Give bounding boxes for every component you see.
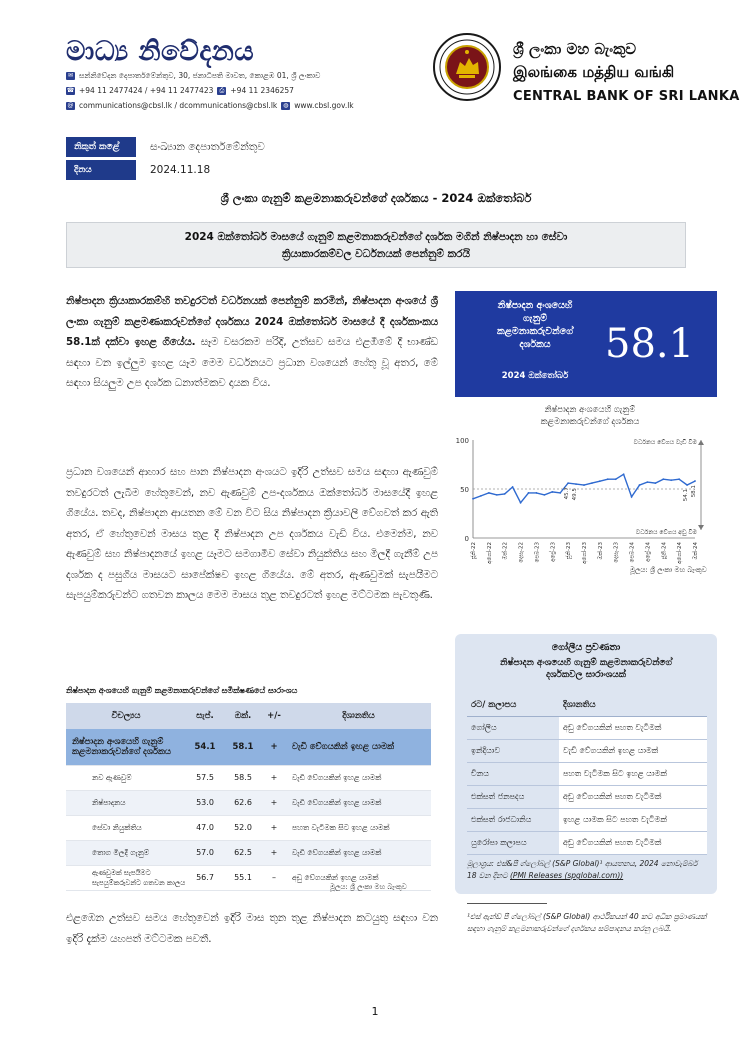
press-release-title: මාධ්‍ය නිවේදනය <box>66 36 255 67</box>
data-point <box>631 496 633 498</box>
upper-note: වර්ධනය වේගය වැඩි වීම <box>633 439 697 446</box>
col-sep: සැප්. <box>186 703 224 729</box>
date-row <box>66 160 686 180</box>
row-sep: 57.0 <box>186 840 224 865</box>
global-row-usa <box>467 785 707 808</box>
data-point <box>551 491 553 493</box>
lower-note: වර්ධනය වේගය අඩු වීම <box>635 529 697 536</box>
row-sep: 56.7 <box>186 865 224 890</box>
chart-source: මූලය: ශ්‍රී ලංකා මහ බැංකුව <box>630 566 707 574</box>
x-tick-label: අප්‍රේ-23 <box>550 542 557 562</box>
data-label: 54.1 <box>683 488 690 502</box>
global-trends-box <box>455 634 717 894</box>
x-tick-label: දෙසැ-22 <box>518 542 525 563</box>
summary-table-title: නිෂ්පාදන අංශයෙහි ගැනුම් කළමනාකරුවන්ගේ සමීක්ෂණයේ සාරාංශය <box>66 686 298 695</box>
data-point <box>607 478 609 480</box>
col-region: රට/ කලාපය <box>467 694 559 716</box>
row-sep: 57.5 <box>186 765 224 790</box>
footnote-divider <box>467 903 547 904</box>
global-source-text: මූලාශ්‍රය: එස්&පී ග්ලෝබල් (S&P Global)¹ ආයතනය, 2024 නොවැම්බර් 18 වන දිනට <box>467 859 698 880</box>
highlight-month: 2024 ඔක්තෝබර් <box>501 371 569 381</box>
document-title: ශ්‍රී ලංකා ගැනුම් කළමනාකරුවන්ගේ දර්ශකය - 2024 ඔක්තෝබර් <box>220 191 532 205</box>
col-change: +/- <box>262 703 286 729</box>
global-row-india <box>467 739 707 762</box>
row-sign: + <box>262 840 286 865</box>
region-name: යුරෝපා කලාපය <box>467 831 559 854</box>
summary-header-row <box>66 703 431 729</box>
row-oct: 62.5 <box>224 840 262 865</box>
x-tick-label: පෙබ-23 <box>534 542 541 563</box>
issued-by-label: නිකුත් කළේ <box>66 137 136 157</box>
summary-row-stock-purchases <box>66 840 431 865</box>
email-line <box>66 101 354 110</box>
pmi-series-line <box>473 474 695 502</box>
web-text: www.cbsl.gov.lk <box>294 101 354 110</box>
data-point <box>496 494 498 496</box>
row-sign: + <box>262 790 286 815</box>
row-sign: + <box>262 765 286 790</box>
headline-line-1: 2024 ඔක්තෝබර් මාසයේ ගැනුම් කළමනාකරුවන්ගේ දර්ශක මගින් නිෂ්පාදන හා සේවා <box>184 231 568 243</box>
x-tick-label: අගෝ-22 <box>486 542 493 564</box>
data-label: 58.1 <box>691 485 697 498</box>
global-row-world <box>467 716 707 739</box>
row-sep: 54.1 <box>186 729 224 765</box>
row-direction: අඩු වේගයකින් ඉහළ යාමක් <box>286 865 431 890</box>
x-tick-label: අගෝ-24 <box>677 542 684 564</box>
global-trends-source <box>467 858 707 882</box>
data-point <box>472 498 474 500</box>
highlight-label <box>475 299 595 351</box>
col-direction: දිශානතිය <box>286 703 431 729</box>
data-point <box>512 486 514 488</box>
fax-icon: ⎙ <box>217 87 226 95</box>
row-oct: 58.5 <box>224 765 262 790</box>
row-name: නව ඇණවුම් <box>66 765 186 790</box>
issued-by-row <box>66 137 686 157</box>
data-point <box>678 478 680 480</box>
global-header-row <box>467 694 707 716</box>
paragraph-3: එළඹෙන උත්සව සමය හේතුවෙන් ඉදිරි මාස තුන තුළ නිෂ්පාදන කටයුතු සඳහා වන ඉදිරි දැක්ම යහපත් මට්ටමක පවතී. <box>66 912 438 945</box>
global-row-uk <box>467 808 707 831</box>
x-tick-label: දෙසැ-23 <box>613 542 620 563</box>
phone-icon: ☎ <box>66 86 75 94</box>
global-trends-table <box>467 694 707 855</box>
data-point <box>686 484 688 486</box>
summary-row-production <box>66 790 431 815</box>
data-point <box>567 482 569 484</box>
address-text: සන්නිවේදන දෙපාර්තමේන්තුව, 30, ජනාධිපති මාවත, කොළඹ 01, ශ්‍රී ලංකාව <box>79 71 321 80</box>
region-name: චීනය <box>467 762 559 785</box>
cbsl-seal-logo <box>432 32 502 102</box>
envelope-icon: ✉ <box>67 72 74 79</box>
paragraph-1-lead: නිෂ්පාදන ක්‍රියාකාරකම්හි තවදුරටත් වර්ධනයක් පෙන්නුම් කරමින්, නිෂ්පාදන අංශයේ ශ්‍රී ලංකා ගැනුම් කළමණාකරුවන්ගේ දර්ශකය 2024 ඔක්තෝබර් මාසයේ දී දර්ශකාංකය 58.1ක් දක්වා ඉහළ ගියේය. <box>66 295 438 348</box>
row-name: නිෂ්පාදනය <box>66 790 186 815</box>
x-tick-label: ජූනි-22 <box>471 542 477 560</box>
pmi-line-chart <box>445 428 720 568</box>
row-name-line-2: කළමනාකරුවන්ගේ දර්ශකය <box>72 746 172 757</box>
data-point <box>559 492 561 494</box>
row-direction: වැඩි වේගයකින් ඉහළ යාමක් <box>286 765 431 790</box>
col-trend: දිශානතිය <box>559 694 707 716</box>
highlight-label-line-2: ගැනුම් <box>523 313 547 324</box>
phone-line <box>66 86 294 95</box>
bank-name-sinhala: ශ්‍රී ලංකා මහ බැංකුව <box>513 40 637 58</box>
global-trends-subtitle-line-2: දර්ශකවල සාරාංශයක් <box>546 670 626 680</box>
row-direction: වැඩි වේගයකින් ඉහළ යාමක් <box>286 729 431 765</box>
headline-box <box>66 222 686 268</box>
data-point <box>599 480 601 482</box>
page-number: 1 <box>371 1005 379 1018</box>
address-line <box>66 71 320 81</box>
row-sign: + <box>262 815 286 840</box>
summary-row-new-orders <box>66 765 431 790</box>
row-direction: වැඩි වේගයකින් ඉහළ යාමක් <box>286 840 431 865</box>
row-sep: 53.0 <box>186 790 224 815</box>
headline-line-2: ක්‍රියාකාරකම්වල වර්ධනයක් පෙන්නුම් කරයි <box>281 248 470 260</box>
row-sign: + <box>262 729 286 765</box>
region-direction: අඩු වේගයකින් පහත වැටීමක් <box>559 831 707 854</box>
summary-row-pmi <box>66 729 431 765</box>
pmi-highlight-box <box>455 291 717 397</box>
at-icon: @ <box>67 101 74 109</box>
highlight-label-line-1: නිෂ්පාදන අංශයෙහි <box>497 300 573 311</box>
region-name: ඉන්දියාව <box>467 739 559 762</box>
paragraph-2: ප්‍රධාන වශයෙන් ආහාර සහ පාන නිෂ්පාදන අංශයට ඉදිරි උත්සව සමය සඳහා ඇණවුම් තවදුරටත් ලැබීම හේතුවෙන්, නව ඇණවුම් උප-දර්ශකය ඔක්තෝබර් මාසයේදී ඉහළ ගියේය. තවද, නිෂ්පාදන ආයතන මේ වන විට සිය නිෂ්පාදන ක්‍රියාවලි වේගවත් කර ඇති අතර, ඒ හේතුවෙන් මාසය තුළ දී නිෂ්පාදන උප දර්ශකය වැඩි විය. එමෙන්ම, නව ඇණවුම් සහ නිෂ්පාදනයේ ඉහළ යෑමට සමගාමීව සේවා නියුක්තිය සහ මිලදී ගැනීම් උප දර්ශක ද පසුගිය මාසයට සාපේක්ෂව ඉහළ ගියේය. මේ අතර, ඇණවුමක් සැපයීමට සැපයුම්කරුවන්ට ගතවන කාලය මෙම මාසය තුළ තවදුරටත් ඉහළ මට්ටමක පැවතුණි. <box>66 466 438 601</box>
footnote: ¹එස් ඇන්ඩ් පී ග්ලෝබල් (S&P Global) ආර්ථිකයන් 40 කට අධික ප්‍රමාණයක් සඳහා ගැනුම් කළමනාකරුවන්ගේ දර්ශකය සම්පාදනය කරනු ලබයි. <box>467 912 707 933</box>
data-point <box>662 478 664 480</box>
data-point <box>488 492 490 494</box>
region-name: එක්සත් ජනපදය <box>467 785 559 808</box>
region-name: එක්සත් රාජධානිය <box>467 808 559 831</box>
region-direction: පහත වැටීමක සිට ඉහළ යාමක් <box>559 762 707 785</box>
pmi-releases-link[interactable]: (PMI Releases (spglobal.com)) <box>510 871 624 880</box>
data-point <box>575 483 577 485</box>
row-oct: 55.1 <box>224 865 262 890</box>
global-row-china <box>467 762 707 785</box>
row-name: තොග මිලදී ගැනුම් <box>66 840 186 865</box>
data-label: 45.7 <box>564 487 571 500</box>
row-oct: 62.6 <box>224 790 262 815</box>
x-tick-label: ඔක්-22 <box>502 542 509 560</box>
highlight-label-line-3: කළමනාකරුවන්ගේ <box>496 326 574 337</box>
highlight-value: 58.1 <box>605 321 695 367</box>
x-tick-label: ජූනි-24 <box>661 542 668 560</box>
x-tick-label: ඔක්-24 <box>693 542 699 560</box>
region-name: ගෝලීය <box>467 716 559 739</box>
data-point <box>591 482 593 484</box>
summary-table-source: මූලය: ශ්‍රී ලංකා මහ බැංකුව <box>330 883 407 891</box>
fax-text: +94 11 2346257 <box>230 86 294 95</box>
date-label: දිනය <box>66 160 136 180</box>
data-point <box>504 493 506 495</box>
paragraph-1 <box>66 291 438 394</box>
col-oct: ඔක්. <box>224 703 262 729</box>
x-tick-label: අප්‍රේ-24 <box>645 542 652 562</box>
data-point <box>639 484 641 486</box>
data-point <box>536 492 538 494</box>
paragraph-1-rest: සෑම වසරකම පරිදි, උත්සව සමය එළඹීමේ දී භාණ්ඩ සඳහා වන ඉල්ලුම ඉහළ යෑම මෙම වර්ධනයට ප්‍රධාන වශයෙන් හේතු වූ අතර, මේ සඳහා සියලුම උප දර්ශක ධනාත්මකව දායක විය. <box>66 336 438 389</box>
y-tick-label: 0 <box>464 535 469 543</box>
arrow-up-icon <box>698 440 704 445</box>
x-tick-label: අගෝ-23 <box>582 542 588 564</box>
data-point <box>623 473 625 475</box>
data-point <box>480 495 482 497</box>
row-direction: පහත වැටීමක සිට ඉහළ යාමක් <box>286 815 431 840</box>
chart-title-line-2: කළමනාකරුවන්ගේ දර්ශකය <box>540 417 640 427</box>
region-direction: වැඩි වේගයකින් ඉහළ යාමක් <box>559 739 707 762</box>
data-label: 49.5 <box>572 488 579 501</box>
data-point <box>654 482 656 484</box>
x-tick-label: ඔක්-23 <box>597 542 604 560</box>
summary-row-employment <box>66 815 431 840</box>
date-value: 2024.11.18 <box>150 164 211 176</box>
data-point <box>543 494 545 496</box>
global-trends-subtitle-line-1: නිෂ්පාදන අංශයෙහි ගැනුම් කළමනාකරුවන්ගේ <box>500 658 672 668</box>
issued-by-value: සංඛ්‍යාන දෙපාර්තමේන්තුව <box>150 140 265 153</box>
col-variable: විචල්‍යය <box>66 703 186 729</box>
x-tick-label: පෙබ-24 <box>629 542 636 563</box>
region-direction: අඩු වේගයකින් පහත වැටීමක් <box>559 785 707 808</box>
global-row-euro-area <box>467 831 707 854</box>
web-icon: ◍ <box>283 101 289 109</box>
global-trends-title: ගෝලීය ප්‍රවණතා <box>551 642 621 653</box>
row-oct: 52.0 <box>224 815 262 840</box>
row-name-line-1: නිෂ්පාදන අංශයෙහි ගැනුම් <box>72 736 164 747</box>
row-direction: වැඩි වේගයකින් ඉහළ යාමක් <box>286 790 431 815</box>
arrow-down-icon <box>698 525 704 530</box>
bank-name-english: CENTRAL BANK OF SRI LANKA <box>513 89 740 104</box>
region-direction: ඉහළ යාමක සිට පහත වැටීමක් <box>559 808 707 831</box>
row-oct: 58.1 <box>224 729 262 765</box>
chart-title <box>510 404 670 428</box>
phone-text: +94 11 2477424 / +94 11 2477423 <box>79 86 214 95</box>
row-sep: 47.0 <box>186 815 224 840</box>
region-direction: අඩු වේගයකින් පහත වැටීමක් <box>559 716 707 739</box>
y-tick-label: 100 <box>455 437 469 445</box>
data-point <box>528 492 530 494</box>
data-point <box>520 502 522 504</box>
global-trends-subtitle <box>455 657 717 681</box>
data-point <box>615 478 617 480</box>
data-point <box>694 480 696 482</box>
data-point <box>583 484 585 486</box>
summary-table <box>66 703 431 891</box>
row-name <box>66 729 186 765</box>
row-name-line-1: ඇණවුමක් සැපයීමට <box>92 868 151 877</box>
y-tick-label: 50 <box>460 486 469 494</box>
data-point <box>647 481 649 483</box>
x-tick-label: ජූනි-23 <box>566 542 573 560</box>
chart-title-line-1: නිෂ්පාදන අංශයෙහි ගැනුම් <box>544 405 636 415</box>
bank-name-tamil: இலங்கை மத்திய வங்கி <box>513 63 675 81</box>
email-text: communications@cbsl.lk / dcommunications@cbsl.lk <box>79 101 278 110</box>
row-name <box>66 865 186 890</box>
data-point <box>670 479 672 481</box>
row-name: සේවා නියුක්තිය <box>66 815 186 840</box>
highlight-label-line-4: දර්ශකය <box>519 339 551 350</box>
row-sign: – <box>262 865 286 890</box>
row-name-line-2: සැපයුම්කරුවන්ට ගතවන කාලය <box>92 878 186 887</box>
